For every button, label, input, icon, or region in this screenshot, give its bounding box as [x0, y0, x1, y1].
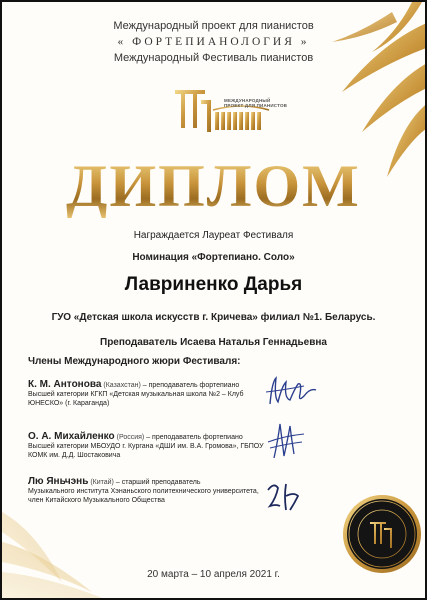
festival-title: Международный Фестиваль пианистов — [113, 52, 314, 64]
signature-1-icon — [264, 372, 324, 412]
jury-heading: Члены Международного жюри Фестиваля: — [28, 356, 241, 367]
festival-dates: 20 марта – 10 апреля 2021 г. — [147, 569, 280, 580]
logo-caption: МЕЖДУНАРОДНЫЙ ПРОЕКТ ДЛЯ ПИАНИСТОВ — [224, 98, 288, 108]
jury-member-1: К. М. Антонова (Казахстан) – преподаватель фортепиано Высшей категории КГКП «Детская музыкальная школа №2 – Клуб ЮНЕСКО» (г. Караганда) — [28, 380, 268, 408]
school-name: ГУО «Детская школа искусств г. Кричева» филиал №1. Беларусь. — [51, 312, 376, 323]
project-logo-icon — [167, 82, 277, 142]
award-line: Награждается Лауреат Фестиваля — [133, 230, 294, 241]
jury-member-name: К. М. Антонова — [28, 379, 102, 390]
signature-3-icon — [264, 480, 304, 516]
jury-member-3: Лю Яньчэнь (Китай) – старший преподаватель Музыкального института Хэнаньского политехнического университета, член Китайского Музыкального Общества — [28, 477, 268, 505]
recipient-name: Лавриненко Дарья — [124, 274, 303, 295]
jury-member-details: Высшей категории МБОУДО г. Кургана «ДШИ им. В.А. Громова», ГБПОУ КОМК им. Д.Д. Шостаковича — [28, 443, 264, 459]
signature-2-icon — [264, 420, 314, 462]
teacher-name: Преподаватель Исаева Наталья Геннадьевна — [100, 337, 327, 348]
project-name: « ФОРТЕПИАНОЛОГИЯ » — [117, 36, 310, 48]
jury-member-name: Лю Яньчэнь — [28, 476, 89, 487]
diploma-title: ДИПЛОМ — [2, 154, 425, 218]
project-title: Международный проект для пианистов — [113, 20, 314, 32]
jury-member-details: Высшей категории КГКП «Детская музыкальная школа №2 – Клуб ЮНЕСКО» (г. Караганда) — [28, 391, 244, 407]
festival-seal-icon — [342, 494, 422, 574]
nomination: Номинация «Фортепиано. Соло» — [132, 252, 295, 263]
jury-member-name: О. А. Михайленко — [28, 431, 115, 442]
jury-member-details: Музыкального института Хэнаньского политехнического университета, член Китайского Музыкального Общества — [28, 488, 259, 504]
jury-member-2: О. А. Михайленко (Россия) – преподаватель фортепиано Высшей категории МБОУДО г. Кургана «ДШИ им. В.А. Громова», ГБПОУ КОМК им. Д.Д. Шостаковича — [28, 432, 268, 460]
